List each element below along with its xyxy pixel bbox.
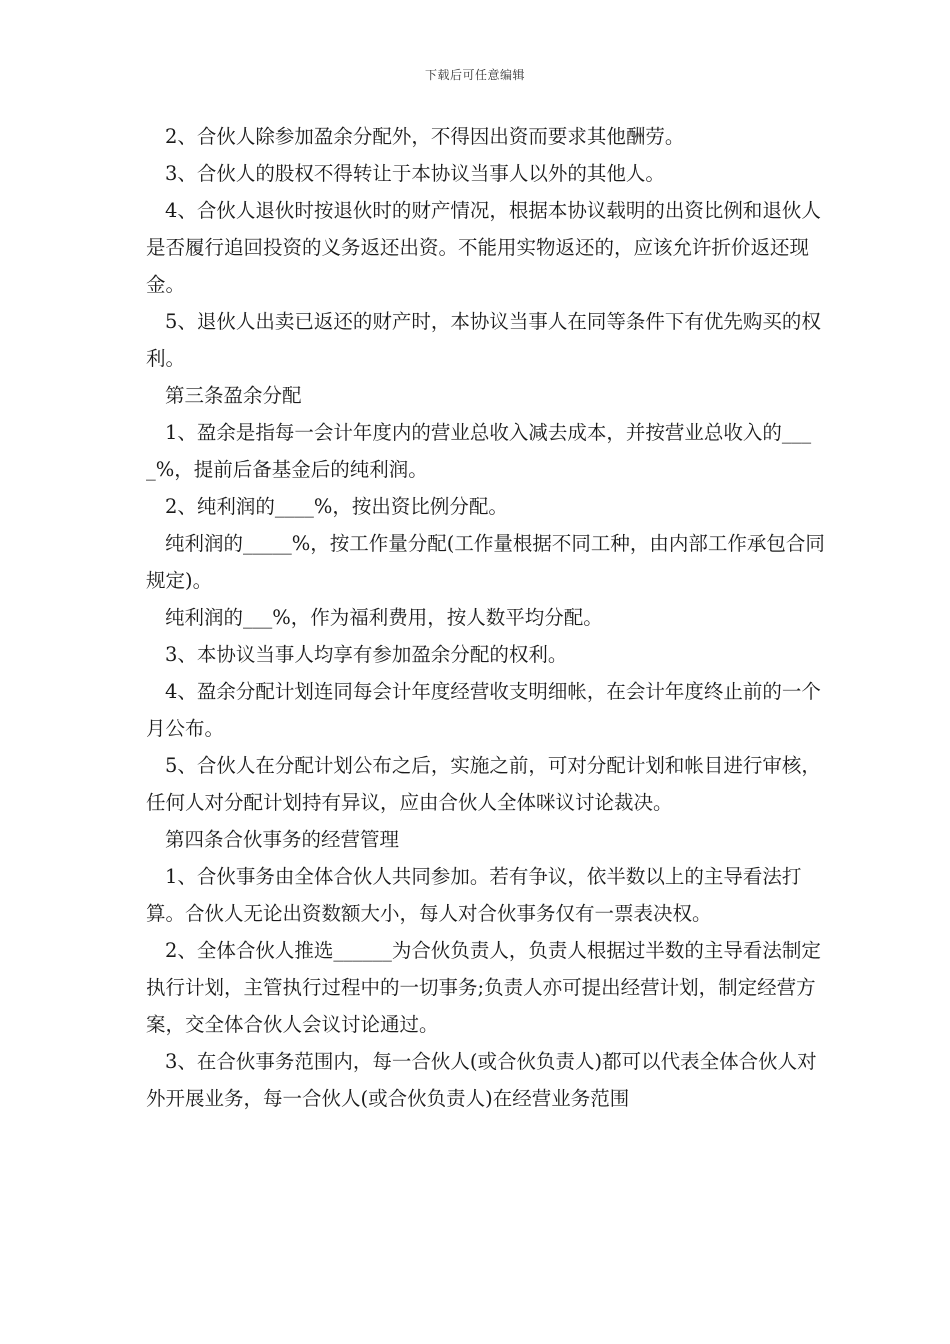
paragraph: 4、合伙人退伙时按退伙时的财产情况，根据本协议载明的出资比例和退伙人是否履行追回投资的义务返还出资。不能用实物返还的，应该允许折价返还现金。 (146, 199, 821, 296)
paragraph: 1、盈余是指每一会计年度内的营业总收入减去成本，并按营业总收入的____%，提前后备基金后的纯利润。 (146, 421, 812, 481)
document-body (146, 118, 826, 1117)
section-heading: 第三条盈余分配 (165, 384, 302, 407)
paragraph: 纯利润的_____%，按工作量分配(工作量根据不同工种，由内部工作承包合同规定)。 (146, 532, 825, 592)
paragraph: 5、退伙人出卖已返还的财产时，本协议当事人在同等条件下有优先购买的权利。 (146, 310, 821, 370)
paragraph: 纯利润的___%，作为福利费用，按人数平均分配。 (165, 606, 603, 629)
paragraph: 2、合伙人除参加盈余分配外，不得因出资而要求其他酬劳。 (165, 125, 685, 148)
paragraph: 3、本协议当事人均享有参加盈余分配的权利。 (165, 643, 568, 666)
paragraph: 5、合伙人在分配计划公布之后，实施之前，可对分配计划和帐目进行审核，任何人对分配计划持有异议，应由合伙人全体咪议讨论裁决。 (146, 754, 821, 814)
paragraph: 3、合伙人的股权不得转让于本协议当事人以外的其他人。 (165, 162, 665, 185)
section-heading: 第四条合伙事务的经营管理 (165, 828, 400, 851)
page-header: 下载后可任意编辑 (424, 68, 525, 82)
paragraph: 1、合伙事务由全体合伙人共同参加。若有争议，依半数以上的主导看法打算。合伙人无论出资数额大小，每人对合伙事务仅有一票表决权。 (146, 865, 802, 925)
paragraph: 2、全体合伙人推选______为合伙负责人，负责人根据过半数的主导看法制定执行计划，主管执行过程中的一切事务;负责人亦可提出经营计划，制定经营方案，交全体合伙人会议讨论通过。 (146, 939, 821, 1036)
paragraph: 4、盈余分配计划连同每会计年度经营收支明细帐，在会计年度终止前的一个月公布。 (146, 680, 821, 740)
paragraph: 2、纯利润的____%，按出资比例分配。 (165, 495, 508, 518)
paragraph: 3、在合伙事务范围内，每一合伙人(或合伙负责人)都可以代表全体合伙人对外开展业务，每一合伙人(或合伙负责人)在经营业务范围 (146, 1050, 817, 1110)
